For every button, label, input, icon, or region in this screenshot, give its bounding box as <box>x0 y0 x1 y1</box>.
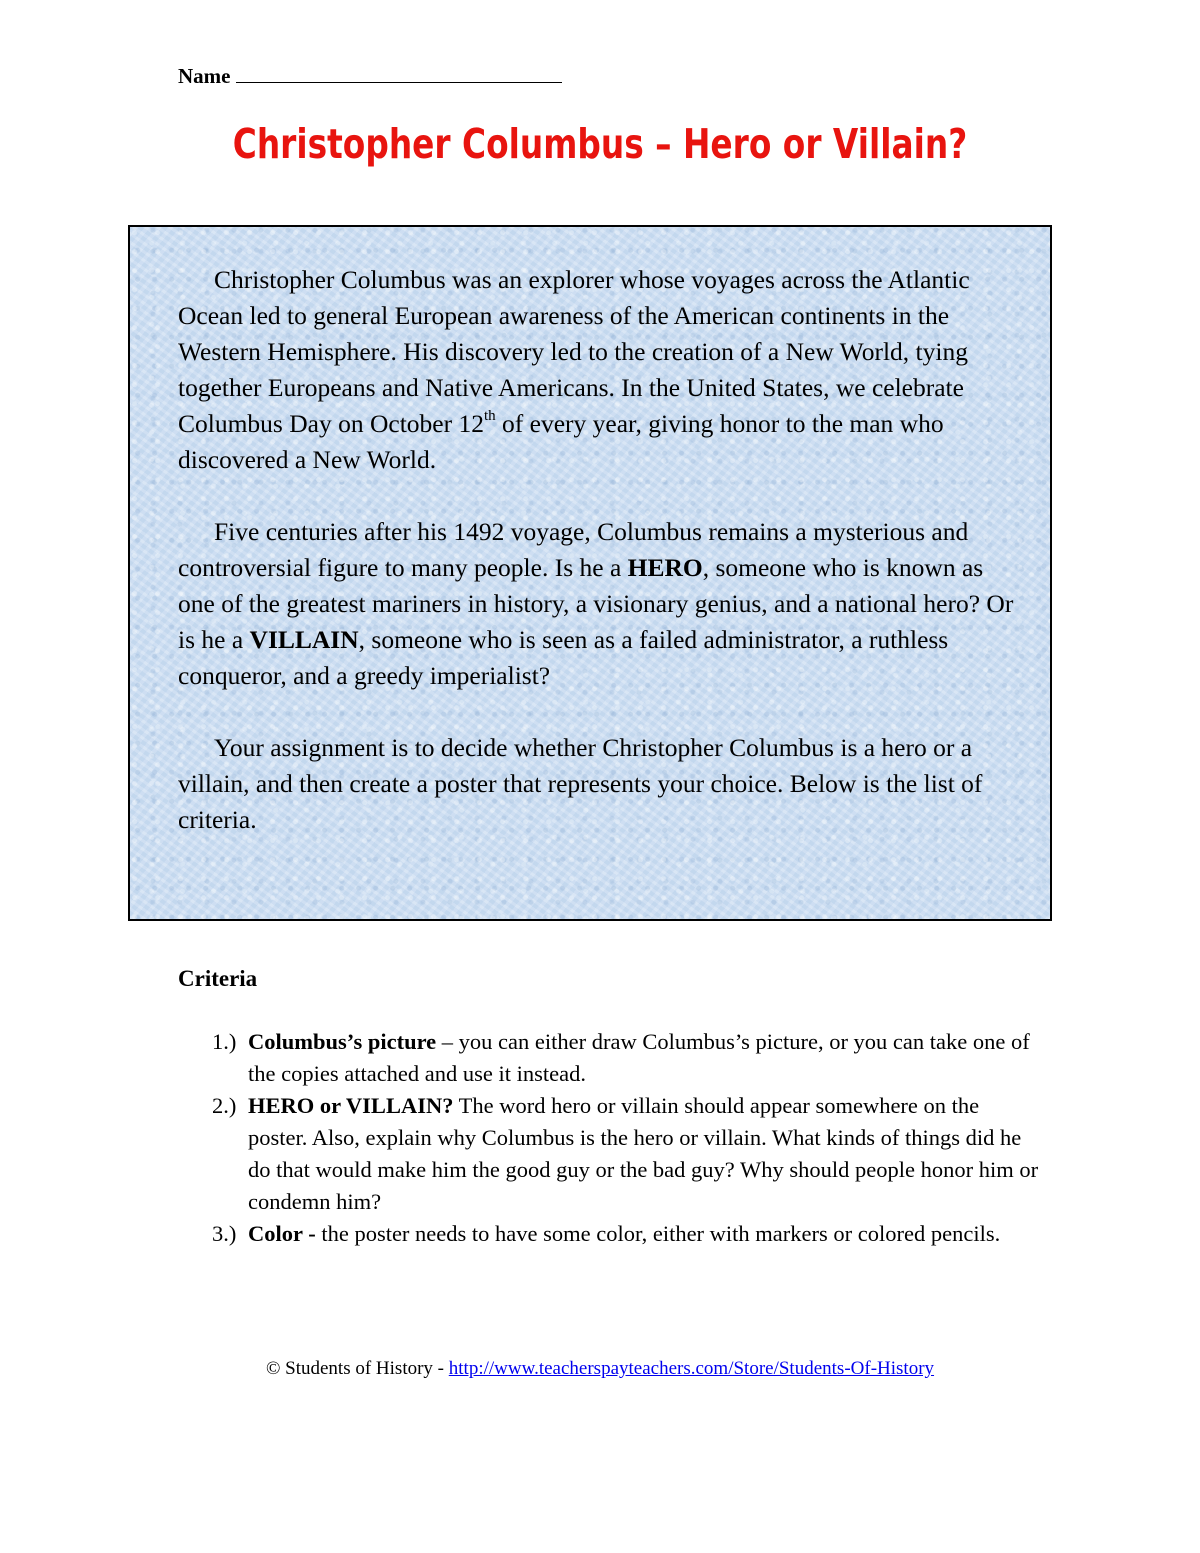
villain-keyword: VILLAIN <box>249 625 359 654</box>
name-blank <box>236 62 562 83</box>
page-title: Christopher Columbus – Hero or Villain? <box>232 120 968 168</box>
intro-p2-text-b: , someone who is known as one of the greatest mariners in history, a visionary genius, and a national hero? Or is he a <box>178 553 1014 654</box>
criteria-item-title: HERO or VILLAIN? <box>248 1093 454 1118</box>
intro-paragraph-1 <box>178 262 1018 478</box>
criteria-item-number: 2.) <box>212 1093 237 1118</box>
criteria-item-number: 3.) <box>212 1221 237 1246</box>
criteria-item-picture <box>212 1026 1042 1090</box>
intro-p2-text-a: Five centuries after his 1492 voyage, Columbus remains a mysterious and controversial figure to many people. Is he a <box>178 517 969 582</box>
criteria-item-color <box>212 1218 1042 1250</box>
name-field-line <box>178 62 562 89</box>
criteria-item-title: Columbus’s picture <box>248 1029 437 1054</box>
intro-paragraph-3: Your assignment is to decide whether Christopher Columbus is a hero or a villain, and then create a poster that represents your choice. Below is the list of criteria. <box>178 733 983 834</box>
criteria-item-text: The word hero or villain should appear somewhere on the poster. Also, explain why Columbus is the hero or villain. What kinds of things did he do that would make him the good guy or the bad guy? Why should people honor him or condemn him? <box>248 1093 1039 1214</box>
intro-paragraph-2 <box>178 514 1018 694</box>
criteria-item-hero-or-villain <box>212 1090 1042 1218</box>
criteria-item-text: the poster needs to have some color, either with markers or colored pencils. <box>315 1221 1001 1246</box>
criteria-list <box>212 1026 1042 1250</box>
footer <box>0 1358 1200 1380</box>
intro-p2-text-c: , someone who is seen as a failed administrator, a ruthless conqueror, and a greedy imperialist? <box>178 625 949 690</box>
intro-p1-text-b: of every year, giving honor to the man who discovered a New World. <box>178 409 944 474</box>
criteria-item-text: – you can either draw Columbus’s picture, or you can take one of the copies attached and use it instead. <box>248 1029 1030 1086</box>
ordinal-suffix: th <box>483 408 496 424</box>
intro-box <box>128 225 1052 921</box>
criteria-item-number: 1.) <box>212 1029 237 1054</box>
intro-p1-text-a: Christopher Columbus was an explorer whose voyages across the Atlantic Ocean led to general European awareness of the American continents in the Western Hemisphere. His discovery led to the creation of a New World, tying together Europeans and Native Americans. In the United States, we celebrate Columbus Day on October 12 <box>178 265 970 438</box>
name-label: Name <box>178 64 231 88</box>
intro-text <box>178 262 1018 838</box>
copyright-text: © Students of History - <box>265 1358 449 1379</box>
hero-keyword: HERO <box>627 553 703 582</box>
criteria-item-title: Color - <box>248 1221 316 1246</box>
store-link[interactable]: http://www.teacherspayteachers.com/Store/Students-Of-History <box>448 1358 935 1379</box>
criteria-heading: Criteria <box>178 966 258 991</box>
